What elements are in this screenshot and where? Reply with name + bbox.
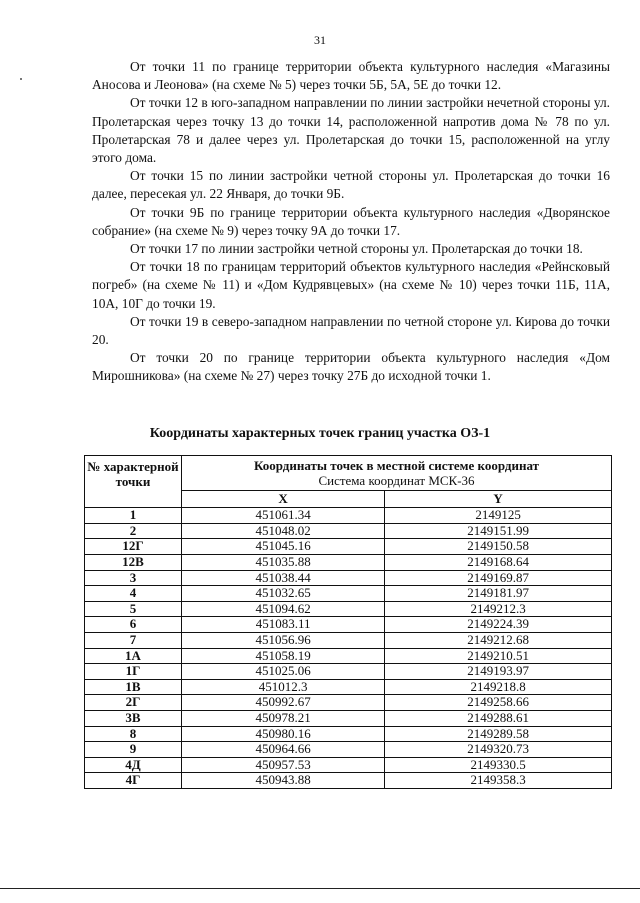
table-row — [85, 726, 612, 742]
y-cell: 2149212.3 — [385, 601, 612, 617]
x-cell: 450957.53 — [182, 757, 385, 773]
point-cell: 8 — [85, 726, 182, 742]
table-row — [85, 742, 612, 758]
page-number: 31 — [314, 33, 326, 47]
x-cell: 450964.66 — [182, 742, 385, 758]
coordinate-system-header — [182, 456, 612, 491]
table-row — [85, 773, 612, 789]
y-cell: 2149212.68 — [385, 632, 612, 648]
paragraph: От точки 18 по границам территорий объектов культурного наследия «Рейнсковый погреб» (на схеме № 11) и «Дом Кудрявцевых» (на схеме № 10) через точки 11Б, 11А, 10А, 10Г до точки 19. — [92, 259, 610, 311]
table-row — [85, 632, 612, 648]
point-number-header: № характерной точки — [85, 456, 182, 508]
table-row — [85, 570, 612, 586]
x-cell: 451094.62 — [182, 601, 385, 617]
y-cell: 2149151.99 — [385, 523, 612, 539]
x-cell: 451058.19 — [182, 648, 385, 664]
paragraph: От точки 12 в юго-западном направлении по линии застройки нечетной стороны ул. Пролетарская через точку 13 до точки 14, расположенной напротив дома № 78 по ул. Пролетарская 78 и далее через ул. Пролетарская до точки 15, расположенной на углу этого дома. — [92, 95, 610, 166]
y-cell: 2149330.5 — [385, 757, 612, 773]
table-row — [85, 539, 612, 555]
y-cell: 2149289.58 — [385, 726, 612, 742]
point-cell: 4Г — [85, 773, 182, 789]
x-cell: 451012.3 — [182, 679, 385, 695]
table-row — [85, 508, 612, 524]
point-cell: 2Г — [85, 695, 182, 711]
table-row — [85, 586, 612, 602]
x-cell: 451048.02 — [182, 523, 385, 539]
table-row — [85, 648, 612, 664]
point-cell: 3В — [85, 710, 182, 726]
x-cell: 451032.65 — [182, 586, 385, 602]
table-title: Координаты характерных точек границ участка ОЗ-1 — [149, 426, 491, 441]
point-cell: 1 — [85, 508, 182, 524]
point-cell: 6 — [85, 617, 182, 633]
table-row — [85, 554, 612, 570]
x-cell: 450978.21 — [182, 710, 385, 726]
y-cell: 2149169.87 — [385, 570, 612, 586]
y-cell: 2149125 — [385, 508, 612, 524]
paragraph: От точки 19 в северо-западном направлении по четной стороне ул. Кирова до точки 20. — [92, 313, 610, 348]
table-row — [85, 617, 612, 633]
point-cell: 4 — [85, 586, 182, 602]
paragraph: От точки 15 по линии застройки четной стороны ул. Пролетарская до точки 16 далее, пересекая ул. 22 Января, до точки 9Б. — [92, 168, 610, 202]
x-column-header: X — [182, 491, 385, 508]
point-cell: 1В — [85, 679, 182, 695]
y-cell: 2149181.97 — [385, 586, 612, 602]
y-cell: 2149150.58 — [385, 539, 612, 555]
point-cell: 9 — [85, 742, 182, 758]
coordinate-group-title: Координаты точек в местной системе координат — [253, 458, 540, 473]
bottom-rule — [0, 888, 640, 889]
paragraph: От точки 11 по границе территории объекта культурного наследия «Магазины Аносова и Леонова» (на схеме № 5) через точки 5Б, 5А, 5Е до точки 12. — [92, 59, 610, 93]
coordinate-system-name: Система координат МСК-36 — [318, 472, 475, 488]
point-cell: 4Д — [85, 757, 182, 773]
y-column-header: Y — [385, 491, 612, 508]
table-row — [85, 664, 612, 680]
x-cell: 451038.44 — [182, 570, 385, 586]
y-cell: 2149358.3 — [385, 773, 612, 789]
table-row — [85, 710, 612, 726]
y-cell: 2149320.73 — [385, 742, 612, 758]
paragraph: От точки 17 по линии застройки четной стороны ул. Пролетарская до точки 18. — [130, 241, 583, 257]
y-cell: 2149193.97 — [385, 664, 612, 680]
point-cell: 2 — [85, 523, 182, 539]
point-cell: 3 — [85, 570, 182, 586]
table-row — [85, 523, 612, 539]
point-cell: 1Г — [85, 664, 182, 680]
y-cell: 2149258.66 — [385, 695, 612, 711]
y-cell: 2149288.61 — [385, 710, 612, 726]
x-cell: 451056.96 — [182, 632, 385, 648]
coordinates-table — [84, 455, 612, 789]
scan-speck — [20, 78, 22, 80]
table-body — [85, 508, 612, 789]
point-cell: 7 — [85, 632, 182, 648]
point-cell: 12Г — [85, 539, 182, 555]
y-cell: 2149218.8 — [385, 679, 612, 695]
table-row — [85, 679, 612, 695]
x-cell: 451061.34 — [182, 508, 385, 524]
table-row — [85, 695, 612, 711]
y-cell: 2149210.51 — [385, 648, 612, 664]
point-cell: 5 — [85, 601, 182, 617]
table-row — [85, 757, 612, 773]
table-row — [85, 601, 612, 617]
point-cell: 1А — [85, 648, 182, 664]
y-cell: 2149224.39 — [385, 617, 612, 633]
x-cell: 451083.11 — [182, 617, 385, 633]
body-text — [92, 58, 610, 386]
x-cell: 450980.16 — [182, 726, 385, 742]
paragraph: От точки 20 по границе территории объекта культурного наследия «Дом Мирошникова» (на схеме № 27) через точку 27Б до исходной точки 1. — [92, 350, 610, 384]
paragraph: От точки 9Б по границе территории объекта культурного наследия «Дворянское собрание» (на схеме № 9) через точку 9А до точки 17. — [92, 204, 610, 238]
x-cell: 451045.16 — [182, 539, 385, 555]
x-cell: 450992.67 — [182, 695, 385, 711]
point-cell: 12В — [85, 554, 182, 570]
x-cell: 450943.88 — [182, 773, 385, 789]
x-cell: 451025.06 — [182, 664, 385, 680]
y-cell: 2149168.64 — [385, 554, 612, 570]
x-cell: 451035.88 — [182, 554, 385, 570]
